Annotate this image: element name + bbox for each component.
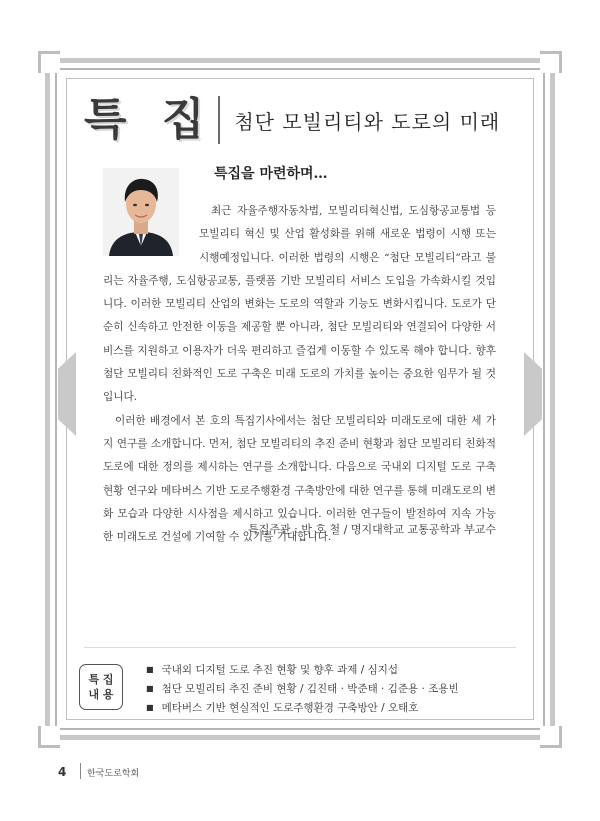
footer-organization: 한국도로학회 [87, 769, 140, 779]
intro-paragraph: 최근 자율주행자동차법, 모빌리티혁신법, 도심항공교통법 등 모빌리티 혁신 및 산업 활성화를 위해 새로운 법령이 시행 또는 시행예정입니다. 이러한 법령의 시행은 “첨단 모빌리티”라고 불리는 자율주행, 도심항공교통, 플랫폼 기반 모빌리티 서비스 도입을 가속화시킬 것입니다. 이러한 모빌리티 산업의 변화는 도로의 역할과 기능도 변화시킵니다. 도로가 단순히 신속하고 안전한 이동을 제공할 뿐 아니라, 첨단 모빌리티와 연결되어 다양한 서비스를 지원하고 이용자가 더욱 편리하고 즐겁게 이동할 수 있도록 해야 합니다. 향후 첨단 모빌리티 친화적인 도로 구축은 미래 도로의 가치를 높이는 중요한 임무가 될 것입니다. [103, 205, 496, 404]
page-number: 4 [58, 765, 67, 779]
frame-corner-top-right [540, 51, 562, 73]
frame-corner-top-left [38, 51, 60, 73]
contents-label-line1: 특 집 [88, 673, 114, 686]
feature-editor-credit: 특집주관 : 박 호 철 / 명지대학교 교통공학과 부교수 [248, 523, 496, 536]
photo-spacer [103, 200, 199, 269]
contents-label-box [79, 664, 123, 710]
contents-list [146, 661, 459, 718]
contents-item[interactable]: ■ 첨단 모빌리티 추진 준비 현황 / 김진태 · 박준태 · 김준용 · 조용빈 [146, 680, 459, 699]
footer-divider [80, 763, 81, 779]
section-divider [84, 647, 516, 648]
feature-title: 첨단 모빌리티와 도로의 미래 [234, 109, 501, 134]
intro-subheading: 특집을 마련하며… [214, 166, 328, 182]
intro-body [103, 200, 496, 549]
frame-corner-bottom-left [38, 726, 60, 748]
frame-corner-bottom-right [540, 726, 562, 748]
heading-divider [218, 96, 220, 144]
feature-heading [84, 92, 500, 148]
contents-item[interactable]: ■ 메타버스 기반 현실적인 도로주행환경 구축방안 / 오태호 [146, 699, 459, 718]
intro-paragraph: 이러한 배경에서 본 호의 특집기사에서는 첨단 모빌리티와 미래도로에 대한 세 가지 연구를 소개합니다. 먼저, 첨단 모빌리티의 추진 준비 현황과 첨단 모빌리티 친화적 도로에 대한 정의를 제시하는 연구를 소개합니다. 다음으로 국내외 디지털 도로 구축현황 연구와 메타버스 기반 도로주행환경 구축방안에 대한 연구를 통해 미래도로의 변화 모습과 다양한 시사점을 제시하고 있습니다. 이러한 연구들이 발전하여 지속 가능한 미래도로 건설에 기여할 수 있기를 기대합니다. [103, 414, 496, 544]
section-label: 특 집 [84, 94, 215, 145]
contents-item[interactable]: ■ 국내외 디지털 도로 추진 현황 및 향후 과제 / 심지섭 [146, 661, 459, 680]
contents-label-line2: 내 용 [88, 688, 114, 701]
